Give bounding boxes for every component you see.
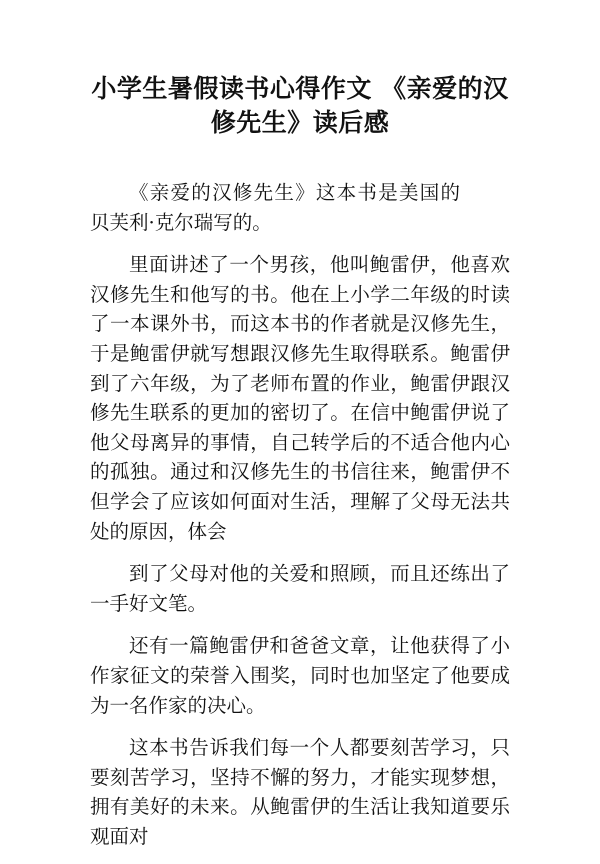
article-body [90, 178, 510, 864]
page-title: 小学生暑假读书心得作文 《亲爱的汉修先生》读后感 [91, 74, 509, 137]
paragraph-3: 到了父母对他的关爱和照顾，而且还练出了一手好文笔。 [90, 562, 510, 615]
paragraph-5: 这本书告诉我们每一个人都要刻苦学习，只要刻苦学习，坚持不懈的努力，才能实现梦想，拥有美好的未来。从鲍雷伊的生活让我知道要乐观面对 [90, 736, 510, 848]
paragraph-2: 里面讲述了一个男孩，他叫鲍雷伊，他喜欢汉修先生和他写的书。他在上小学二年级的时读了一本课外书，而这本书的作者就是汉修先生，于是鲍雷伊就写想跟汉修先生取得联系。鲍雷伊到了六年级，为了老师布置的作业，鲍雷伊跟汉修先生联系的更加的密切了。在信中鲍雷伊说了他父母离异的事情，自己转学后的不适合他内心的孤独。通过和汉修先生的书信往来，鲍雷伊不但学会了应该如何面对生活，理解了父母无法共处的原因，体会 [90, 253, 510, 543]
paragraph-1: 《亲爱的汉修先生》这本书是美国的贝芙利·克尔瑞写的。 [90, 181, 460, 234]
paragraph-4: 还有一篇鲍雷伊和爸爸文章，让他获得了小作家征文的荣誉入围奖，同时也加坚定了他要成为一名作家的决心。 [90, 634, 510, 717]
